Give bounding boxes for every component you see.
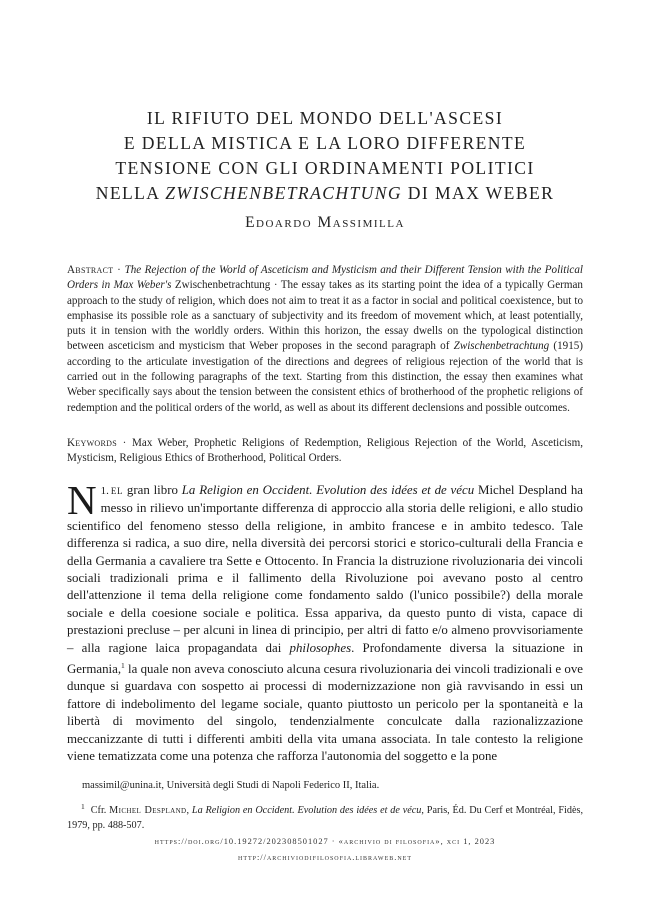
title-italic: ZWISCHENBETRACHTUNG xyxy=(165,183,402,203)
section-number: 1. xyxy=(100,485,109,497)
footnote-text: , Paris, Éd. Du Cerf et Montréal, Fidès, 1979, pp. 488-507. xyxy=(67,805,584,831)
title-line: IL RIFIUTO DEL MONDO DELL'ASCESI xyxy=(146,108,504,128)
doi-line[interactable]: https://doi.org/10.19272/202308501027 · «archivio di filosofia», xci 1, 2023 xyxy=(154,837,496,846)
abstract xyxy=(67,263,583,416)
abstract-label: Abstract · xyxy=(67,264,122,276)
title-line: TENSIONE CON GLI ORDINAMENTI POLITICI xyxy=(115,158,535,178)
title-line xyxy=(60,181,590,206)
footnote-text: Cfr. xyxy=(90,805,110,816)
abstract-title-italic: The Rejection of the World of Asceticism and Mysticism and their Different Tension with the Political Orders in Max Weber's xyxy=(67,264,583,292)
abstract-text: The essay takes as its starting point the idea of a typically German approach to the study of religion, which does not aim to treat it as a factor in social and political coexistence, but to emphasise its possible role as a sanctuary of subjectivity and its freedom of movement which, at least potentially, puts it in tension with the worldly orders. Within this horizon, the essay dwells on the typological distinction between asceticism and mysticism that Weber proposes in the second paragraph of xyxy=(67,279,583,353)
body-run: . Profondamente diversa la situazione in Germania, xyxy=(67,640,583,677)
philosophes-italic: philosophes xyxy=(289,640,352,655)
footnote-author: Michel Despland xyxy=(109,805,187,816)
smallcaps-text: el xyxy=(110,483,124,497)
body-run: Michel Despland ha messo in rilievo un'importante differenza di approccio alla storia delle religioni, e allo studio scientifico del fenomeno stesso della religione, in ambito francese e in ambito tedesco. Tale differenza si radica, a suo dire, nella diversità dei percorsi storici e storico-culturali della Francia e della Germania a cavaliere tra Sette e Ottocento. In Francia la distruzione rivoluzionaria dei vincoli sociali tradizionali prima e il fallimento della Rivoluzione poi avevano posto al centro dell'attenzione il tema della religione come fondamento saldo (l'unico possibile?) della morale sociale e della coesione sociale e politica. Essa appariva, da questo punto di vista, capace di prestazioni precluse – per alcuni in linea di principio, per altri di fatto e/o almeno provvisoriamente – alla ragione laica propagandata dai xyxy=(67,483,583,655)
abstract-italic: Zwischenbetrachtung xyxy=(453,340,550,353)
drop-cap: N xyxy=(67,477,97,523)
body-run: gran libro xyxy=(123,483,182,497)
footnote-ref[interactable]: 1 xyxy=(121,661,125,671)
title-line: E DELLA MISTICA E LA LORO DIFFERENTE xyxy=(123,133,527,153)
footnote-number: 1 xyxy=(81,802,85,811)
footnote-title: La Religion en Occident. Evolution des idées et de vécu xyxy=(191,805,422,816)
keywords-text: Max Weber, Prophetic Religions of Redemption, Religious Rejection of the World, Asceticism, Mysticism, Religious Ethics of Brotherhood, Political Orders. xyxy=(67,437,583,465)
author-affiliation: massimil@unina.it, Università degli Studi di Napoli Federico II, Italia. xyxy=(82,780,380,791)
keywords-label: Keywords · xyxy=(67,437,127,449)
keywords xyxy=(67,436,583,467)
url-line[interactable]: http://archiviodifilosofia.libraweb.net xyxy=(237,853,412,862)
author-name: Edoardo Massimilla xyxy=(245,214,405,231)
title-text: NELLA xyxy=(95,183,166,203)
book-title: La Religion en Occident. Evolution des idées et de vécu xyxy=(181,483,475,497)
abstract-title-roman: Zwischenbetrachtung · xyxy=(171,279,278,292)
footnote-text: , xyxy=(186,805,192,816)
article-title xyxy=(60,106,590,206)
body-text xyxy=(67,477,583,766)
title-text: DI MAX WEBER xyxy=(401,183,555,203)
body-run: la quale non aveva conosciuto alcuna cesura rivoluzionaria dei vincoli tradizionali e ove dunque si guardava con sospetto ai processi di modernizzazione non già ravvisando in essi un fattore di indebolimento del legame sociale, quanto piuttosto un pericolo per la spontaneità e la libertà di movimento del singolo, tendenzialmente conculcate dalla razionalizzazione meccanizzante di tutti i differenti ambiti della vita umana associata. In tale contesto la religione viene tematizzata come una potenza che rafforza l'autonomia del soggetto e la pone xyxy=(67,662,583,764)
footnote xyxy=(67,799,583,833)
abstract-text: (1915) according to the articulate investigation of the directions and degrees of religious rejection of the world that is carried out in the following paragraphs of the text. Starting from this distinction, the essay then examines what Weber specifically says about the tension between the consistent ethics of brotherhood of the prophetic religions of redemption and the political orders of the world, as well as about its different declensions and possible outcomes. xyxy=(67,340,583,414)
